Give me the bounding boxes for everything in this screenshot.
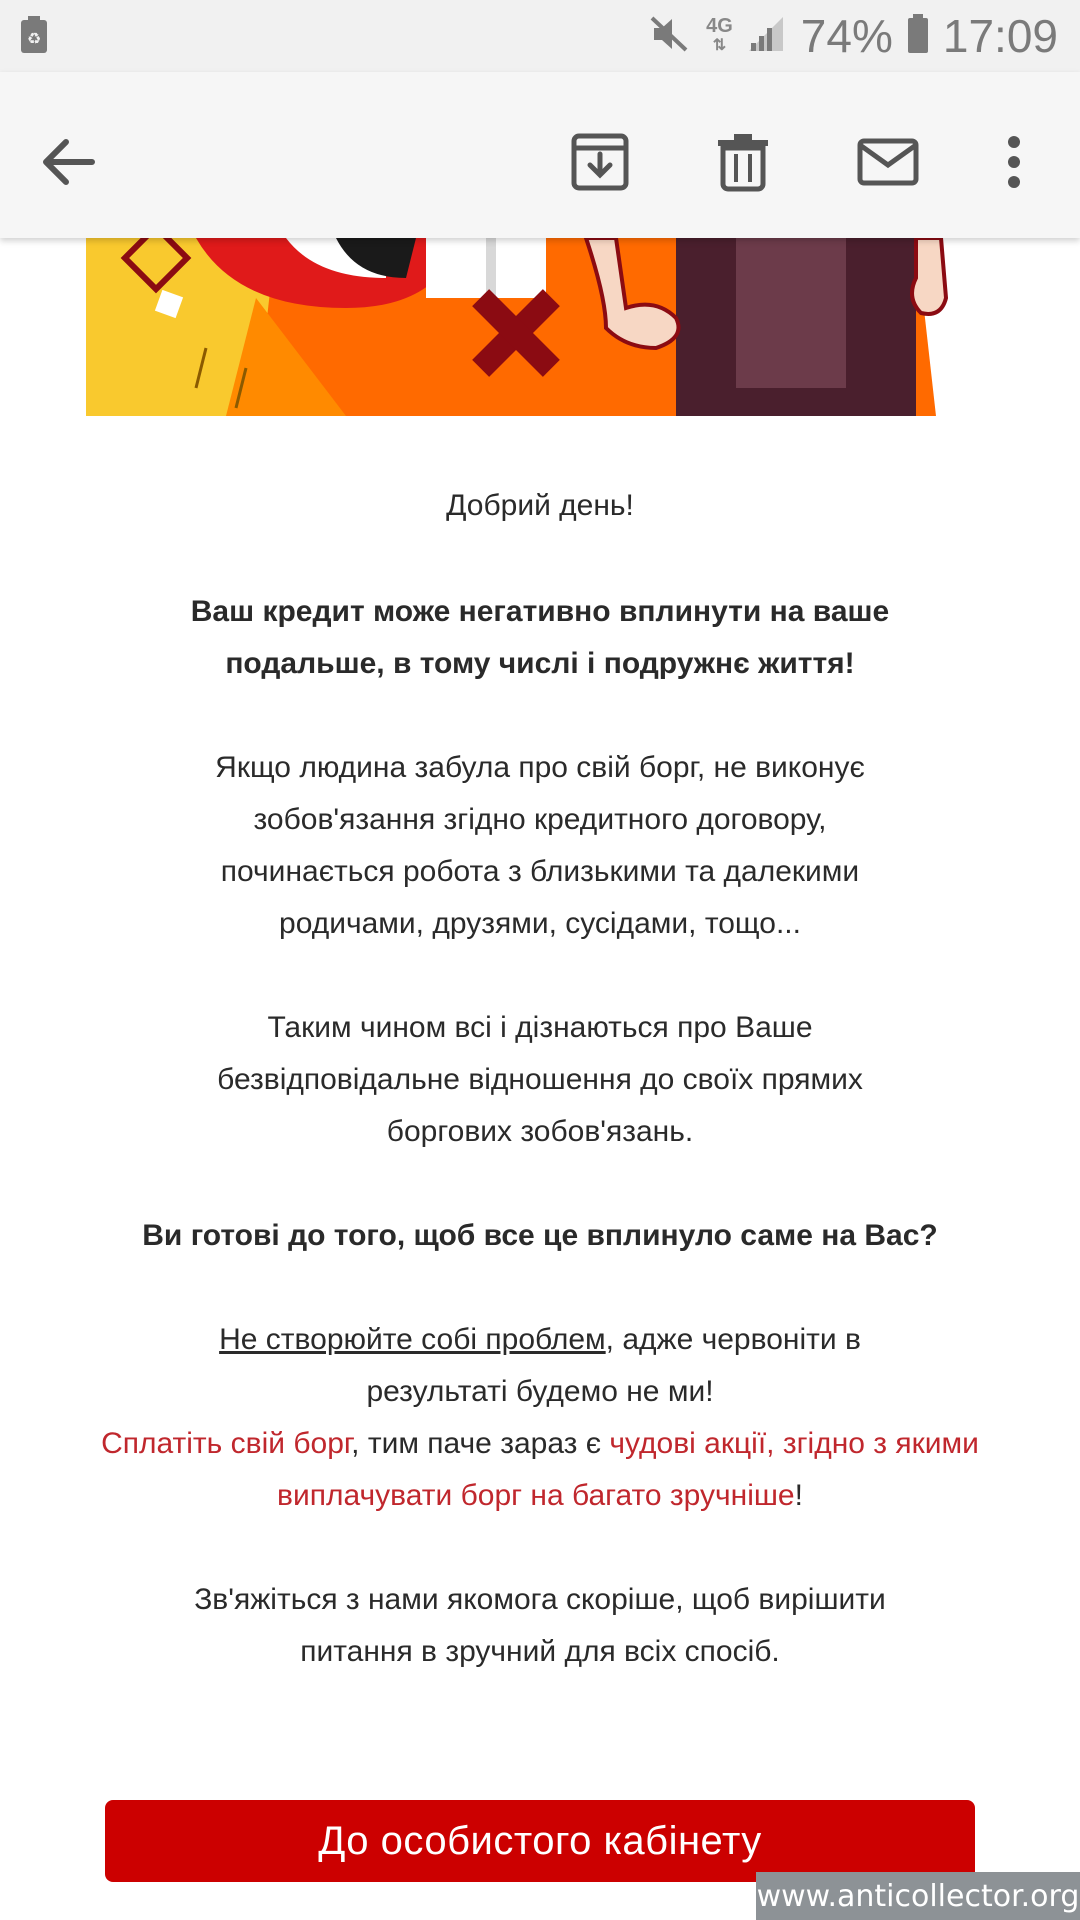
back-button[interactable] (28, 122, 108, 202)
battery-icon (907, 14, 929, 59)
email-paragraph-3-rest: , адже червоніти в результаті будемо не ми! (366, 1323, 861, 1408)
email-red-phrase-2: чудові акції, згідно з якими виплачувати борг на багато зручніше (277, 1427, 979, 1512)
network-type: 4G ⇅ (706, 15, 733, 54)
email-underlined-phrase: Не створюйте собі проблем (219, 1323, 606, 1356)
email-paragraph-2: Таким чином всі і дізнаються про Ваше безвідповідальне відношення до своїх прямих боргових зобов'язань. (217, 1011, 863, 1148)
delete-button[interactable] (703, 122, 783, 202)
battery-percent: 74% (800, 10, 893, 62)
signal-icon (747, 15, 787, 58)
archive-icon (570, 132, 630, 192)
email-paragraph-4-mid: , тим паче зараз є (351, 1427, 610, 1460)
app-bar (0, 72, 1080, 238)
email-headline: Ваш кредит може негативно вплинути на ваше подальше, в тому числі і подружнє життя! (190, 595, 890, 680)
clock: 17:09 (942, 10, 1058, 62)
email-greeting: Добрий день! (446, 489, 634, 522)
email-paragraph-4 (100, 1418, 980, 1522)
recycle-notification-icon (20, 16, 48, 59)
more-vert-icon (1004, 136, 1024, 188)
email-question: Ви готові до того, щоб все це вплинуло саме на Вас? (142, 1219, 938, 1252)
archive-button[interactable] (560, 122, 640, 202)
status-bar (0, 0, 1080, 72)
mail-icon (857, 138, 919, 186)
email-paragraph-5: Зв'яжіться з нами якомога скоріше, щоб вирішити питання в зручний для всіх спосіб. (194, 1583, 886, 1668)
personal-cabinet-button[interactable]: До особистого кабінету (105, 1800, 975, 1882)
trash-icon (716, 132, 770, 192)
email-paragraph-1: Якщо людина забула про свій борг, не виконує зобов'язання згідно кредитного договору, починається робота з близькими та далекими родичами, друзями, сусідами, тощо... (215, 751, 865, 940)
email-hero-illustration (86, 238, 974, 416)
back-arrow-icon (40, 138, 96, 186)
email-paragraph-3 (170, 1314, 910, 1418)
more-options-button[interactable] (974, 122, 1054, 202)
watermark: www.anticollector.org (756, 1872, 1080, 1920)
mute-icon (648, 14, 692, 59)
mark-unread-button[interactable] (848, 122, 928, 202)
email-paragraph-4-end: ! (794, 1479, 803, 1512)
email-red-phrase-1: Сплатіть свій борг (101, 1427, 352, 1460)
svg-text:♻: ♻ (26, 29, 42, 48)
